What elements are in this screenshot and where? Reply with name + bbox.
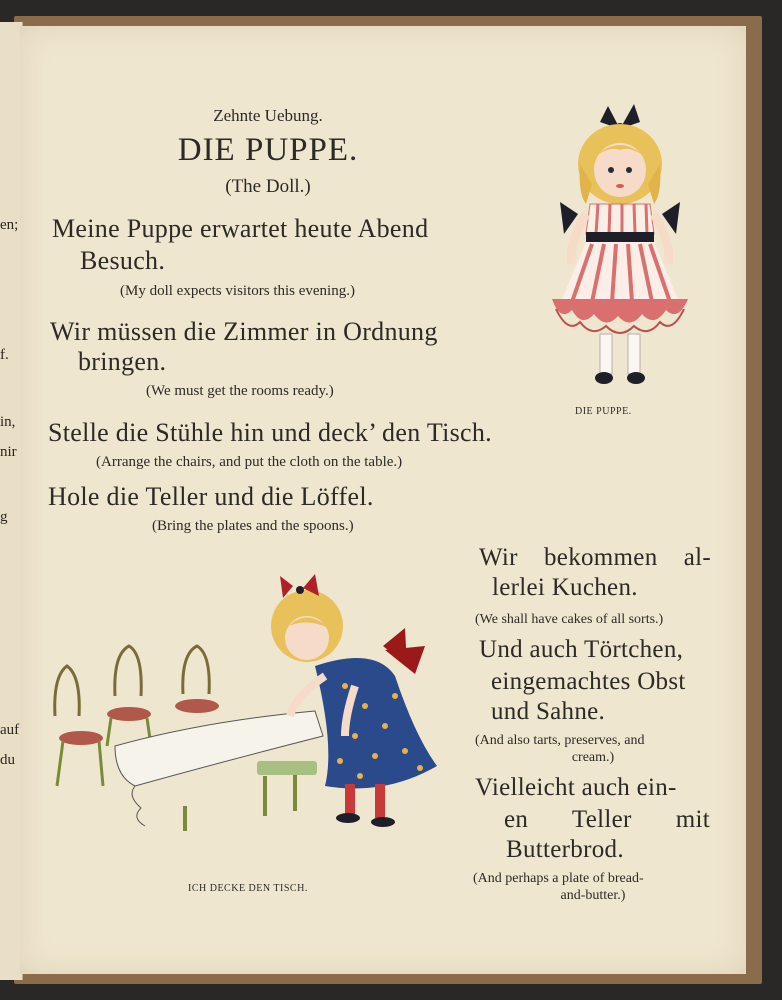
german-sentence-continued: lerlei Kuchen. <box>492 574 638 601</box>
title-translation: (The Doll.) <box>225 176 311 197</box>
german-sentence: Stelle die Stühle hin und deck’ den Tisch. <box>48 418 492 447</box>
german-sentence: Hole die Teller und die Löffel. <box>48 482 374 511</box>
german-sentence: Meine Puppe erwartet heute Abend <box>52 214 429 243</box>
german-sentence: Vielleicht auch ein- <box>475 774 677 801</box>
left-page-fragment: nir <box>0 444 17 460</box>
table-setting-illustration <box>45 546 465 836</box>
english-translation: (And perhaps a plate of bread- <box>473 871 644 886</box>
german-sentence-continued: Butterbrod. <box>506 836 624 863</box>
german-sentence-continued: en Teller mit <box>504 806 710 833</box>
german-sentence-continued: bringen. <box>78 347 167 376</box>
english-translation: (Arrange the chairs, and put the cloth on the table.) <box>96 454 403 470</box>
english-translation: (My doll expects visitors this evening.) <box>120 283 355 299</box>
table-caption: ICH DECKE DEN TISCH. <box>188 883 308 894</box>
english-translation-continued: and-butter.) <box>560 888 626 903</box>
left-page-fragment: in, <box>0 414 16 430</box>
left-page-fragment: auf <box>0 722 20 738</box>
german-sentence-continued: eingemachtes Obst <box>491 668 686 695</box>
left-page-fragment: g <box>0 509 8 525</box>
book-page <box>20 26 746 974</box>
doll-illustration <box>520 94 720 404</box>
doll-caption: DIE PUPPE. <box>575 406 632 417</box>
german-sentence-continued: und Sahne. <box>491 698 606 725</box>
english-translation-continued: cream.) <box>571 750 615 765</box>
english-translation: (We shall have cakes of all sorts.) <box>475 612 664 627</box>
page-title: DIE PUPPE. <box>177 132 359 168</box>
english-translation: (Bring the plates and the spoons.) <box>152 518 354 534</box>
german-sentence: Wir bekommen al- <box>479 544 711 571</box>
left-page-fragment: f. <box>0 347 9 363</box>
left-page-fragment: du <box>0 752 15 768</box>
left-page-fragment: en; <box>0 217 19 233</box>
german-sentence: Wir müssen die Zimmer in Ordnung <box>50 317 438 346</box>
english-translation: (And also tarts, preserves, and <box>475 733 645 748</box>
lesson-number: Zehnte Uebung. <box>213 106 323 125</box>
german-sentence: Und auch Törtchen, <box>479 636 684 663</box>
english-translation: (We must get the rooms ready.) <box>146 383 334 399</box>
german-sentence-continued: Besuch. <box>80 246 166 275</box>
